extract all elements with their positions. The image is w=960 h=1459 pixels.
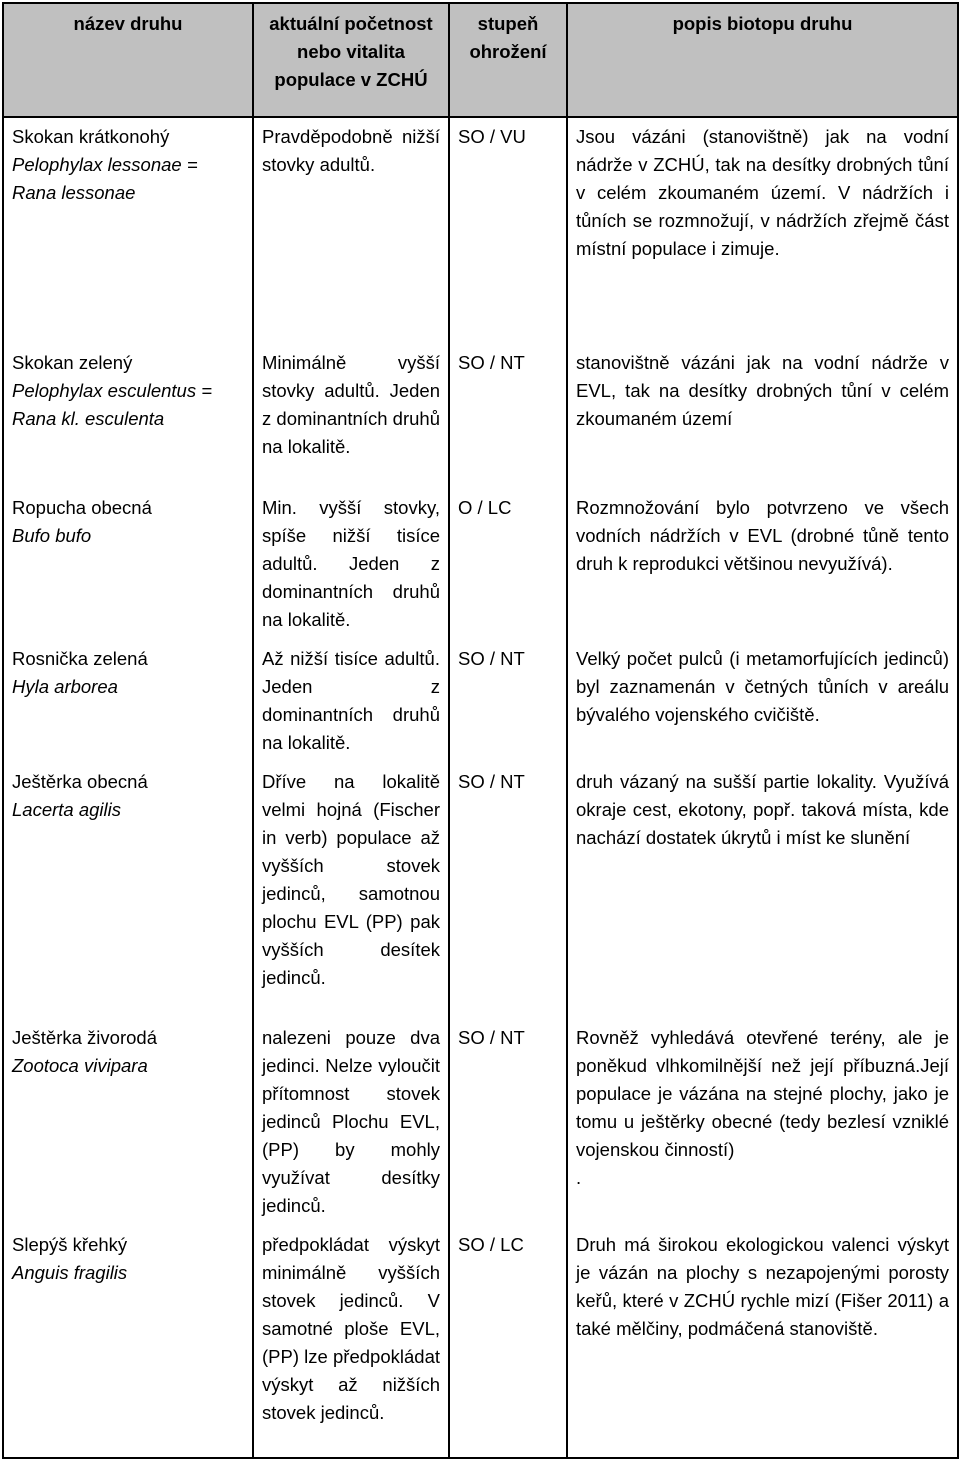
species-latin-name: Anguis fragilis: [12, 1262, 128, 1283]
species-czech-name: Rosnička zelená: [12, 648, 148, 669]
abundance-cell: Pravděpodobně nižší stovky adultů.: [253, 117, 449, 344]
species-cell: [3, 1226, 253, 1458]
threat-cell: SO / NT: [449, 640, 567, 763]
species-cell: [3, 763, 253, 1019]
species-cell: [3, 1019, 253, 1226]
header-abundance: aktuální početnost nebo vitalita populace v ZCHÚ: [253, 3, 449, 117]
table-row: [3, 763, 958, 1019]
header-habitat: popis biotopu druhu: [567, 3, 958, 117]
abundance-cell: Dříve na lokalitě velmi hojná (Fischer in verb) populace až vyšších stovek jedinců, samotnou plochu EVL (PP) pak vyšších desítek jedinců.: [253, 763, 449, 1019]
species-latin-name: Zootoca vivipara: [12, 1055, 148, 1076]
species-cell: [3, 489, 253, 640]
table-row: [3, 489, 958, 640]
habitat-cell: Rozmnožování bylo potvrzeno ve všech vodních nádržích v EVL (drobné tůně tento druh k reprodukci většinou nevyužívá).: [567, 489, 958, 640]
table-row: [3, 640, 958, 763]
threat-cell: O / LC: [449, 489, 567, 640]
threat-cell: SO / NT: [449, 344, 567, 489]
species-czech-name: Skokan zelený: [12, 352, 133, 373]
header-threat-level: stupeň ohrožení: [449, 3, 567, 117]
abundance-cell: předpokládat výskyt minimálně vyšších stovek jedinců. V samotné ploše EVL, (PP) lze předpokládat výskyt až nižších stovek jedinců.: [253, 1226, 449, 1458]
species-czech-name: Ještěrka živorodá: [12, 1027, 157, 1048]
species-latin-name: Pelophylax esculentus = Rana kl. esculenta: [12, 380, 213, 429]
habitat-cell: Druh má širokou ekologickou valenci výskyt je vázán na plochy s nezapojenými porosty keřů, které v ZCHÚ rychle mizí (Fišer 2011) a také mělčiny, podmáčená stanoviště.: [567, 1226, 958, 1458]
threat-cell: SO / NT: [449, 1019, 567, 1226]
species-latin-name: Bufo bufo: [12, 525, 92, 546]
threat-cell: SO / LC: [449, 1226, 567, 1458]
table-row: [3, 117, 958, 344]
species-latin-name: Pelophylax lessonae = Rana lessonae: [12, 154, 198, 203]
header-row: [3, 3, 958, 117]
habitat-cell: stanovištně vázáni jak na vodní nádrže v EVL, tak na desítky drobných tůní v celém zkoumaném území: [567, 344, 958, 489]
header-species-name: název druhu: [3, 3, 253, 117]
threat-cell: SO / NT: [449, 763, 567, 1019]
species-latin-name: Lacerta agilis: [12, 799, 122, 820]
species-cell: [3, 117, 253, 344]
habitat-cell: Velký počet pulců (i metamorfujících jedinců) byl zaznamenán v četných tůních v areálu bývalého vojenského cvičiště.: [567, 640, 958, 763]
abundance-cell: Až nižší tisíce adultů. Jeden z dominantních druhů na lokalitě.: [253, 640, 449, 763]
species-czech-name: Skokan krátkonohý: [12, 126, 170, 147]
species-czech-name: Ještěrka obecná: [12, 771, 148, 792]
species-cell: [3, 640, 253, 763]
species-table: [2, 2, 959, 1459]
habitat-cell: Rovněž vyhledává otevřené terény, ale je poněkud vlhkomilnější než její příbuzná.Její populace je vázána na stejné plochy, jako je tomu u ještěrky obecné (tedy bezlesí vzniklé vojenskou činností) .: [567, 1019, 958, 1226]
species-latin-name: Hyla arborea: [12, 676, 118, 697]
table-row: [3, 1226, 958, 1458]
table-row: [3, 344, 958, 489]
abundance-cell: nalezeni pouze dva jedinci. Nelze vyloučit přítomnost stovek jedinců Plochu EVL, (PP) by mohly využívat desítky jedinců.: [253, 1019, 449, 1226]
habitat-cell: Jsou vázáni (stanovištně) jak na vodní nádrže v ZCHÚ, tak na desítky drobných tůní v celém zkoumaném území. V nádržích i tůních se rozmnožují, v nádržích zřejmě část místní populace i zimuje.: [567, 117, 958, 344]
threat-cell: SO / VU: [449, 117, 567, 344]
species-cell: [3, 344, 253, 489]
abundance-cell: Min. vyšší stovky, spíše nižší tisíce adultů. Jeden z dominantních druhů na lokalitě.: [253, 489, 449, 640]
species-czech-name: Slepýš křehký: [12, 1234, 128, 1255]
species-czech-name: Ropucha obecná: [12, 497, 152, 518]
habitat-cell: druh vázaný na sušší partie lokality. Využívá okraje cest, ekotony, popř. taková místa, kde nachází dostatek úkrytů i míst ke slunění: [567, 763, 958, 1019]
table-row: [3, 1019, 958, 1226]
abundance-cell: Minimálně vyšší stovky adultů. Jeden z dominantních druhů na lokalitě.: [253, 344, 449, 489]
